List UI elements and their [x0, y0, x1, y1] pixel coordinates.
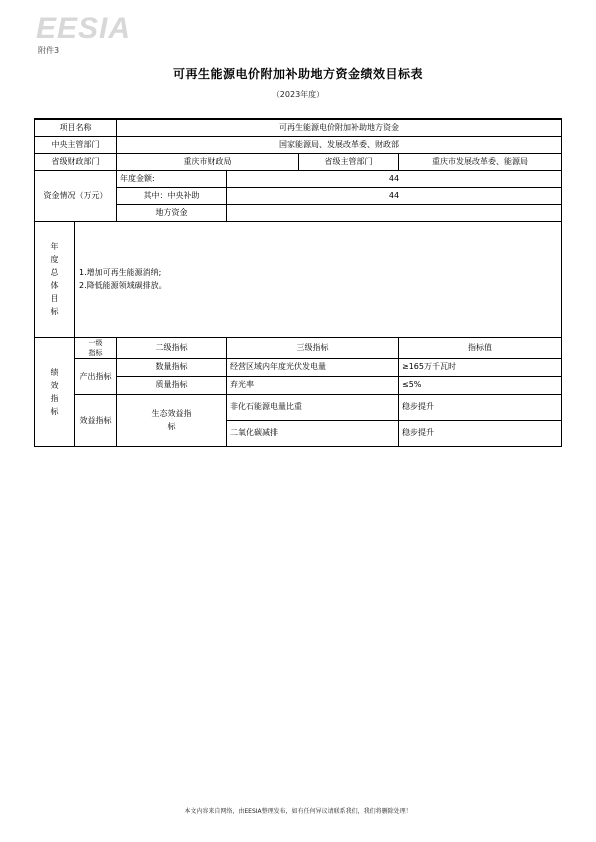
prov-dept-value: 重庆市发展改革委、能源局 [399, 153, 562, 170]
row-level2: 数量指标 [117, 358, 227, 376]
col-level1-header [75, 337, 117, 358]
row-value: ≤5% [399, 376, 562, 394]
col-value-header: 指标值 [399, 337, 562, 358]
performance-table [34, 118, 562, 447]
benefit-indicators-label [75, 394, 117, 446]
col-level3-header: 三级指标 [227, 337, 399, 358]
row-value: 稳步提升 [399, 420, 562, 446]
central-subsidy-value: 44 [227, 187, 562, 204]
project-name-value: 可再生能源电价附加补助地方资金 [117, 119, 562, 136]
overall-goal-label [35, 221, 75, 337]
benefit-indicators-text: 效益指标 [79, 415, 112, 425]
row-level3: 弃光率 [227, 376, 399, 394]
overall-goal-label-text: 年度总体目标 [50, 242, 59, 316]
annual-amount-label: 年度金额: [117, 170, 227, 187]
row-level2 [117, 394, 227, 446]
year-subtitle: （2023年度） [271, 90, 325, 99]
perf-indicators-label [35, 337, 75, 446]
col-level1-text: 一级指标 [88, 338, 103, 357]
prov-dept-label: 省级主管部门 [299, 153, 399, 170]
eesia-logo: EESIA [36, 12, 132, 45]
row-value: 稳步提升 [399, 394, 562, 420]
local-funds-label: 地方资金 [117, 204, 227, 221]
prov-finance-label: 省级财政部门 [35, 153, 117, 170]
local-funds-value [227, 204, 562, 221]
goal-item: 2.降低能源领域碳排放。 [79, 281, 167, 290]
output-indicators-text: 产出指标 [79, 371, 112, 381]
funds-label: 资金情况（万元） [35, 170, 117, 221]
page-title: 可再生能源电价附加补助地方资金绩效目标表 [172, 67, 423, 81]
central-dept-value: 国家能源局、发展改革委、财政部 [117, 136, 562, 153]
perf-indicators-label-text: 绩效指标 [50, 367, 59, 416]
footer-note: 本文内容来自网络，由EESIA整理发布，如有任何异议请联系我们，我们将删除处理！ [184, 808, 412, 815]
overall-goal-content [75, 221, 562, 337]
row-level3: 经营区域内年度光伏发电量 [227, 358, 399, 376]
project-name-label: 项目名称 [35, 119, 117, 136]
row-level3: 二氧化碳减排 [227, 420, 399, 446]
central-subsidy-label: 其中：中央补助 [117, 187, 227, 204]
row-level3: 非化石能源电量比重 [227, 394, 399, 420]
eco-benefit-text: 生态效益指标 [151, 409, 192, 431]
goal-item: 1.增加可再生能源消纳; [79, 268, 162, 277]
row-value: ≥165万千瓦时 [399, 358, 562, 376]
prov-finance-value: 重庆市财政局 [117, 153, 299, 170]
annual-amount-value: 44 [227, 170, 562, 187]
attachment-label: 附件3 [38, 46, 60, 55]
output-indicators-label [75, 358, 117, 394]
col-level2-header: 二级指标 [117, 337, 227, 358]
row-level2: 质量指标 [117, 376, 227, 394]
central-dept-label: 中央主管部门 [35, 136, 117, 153]
